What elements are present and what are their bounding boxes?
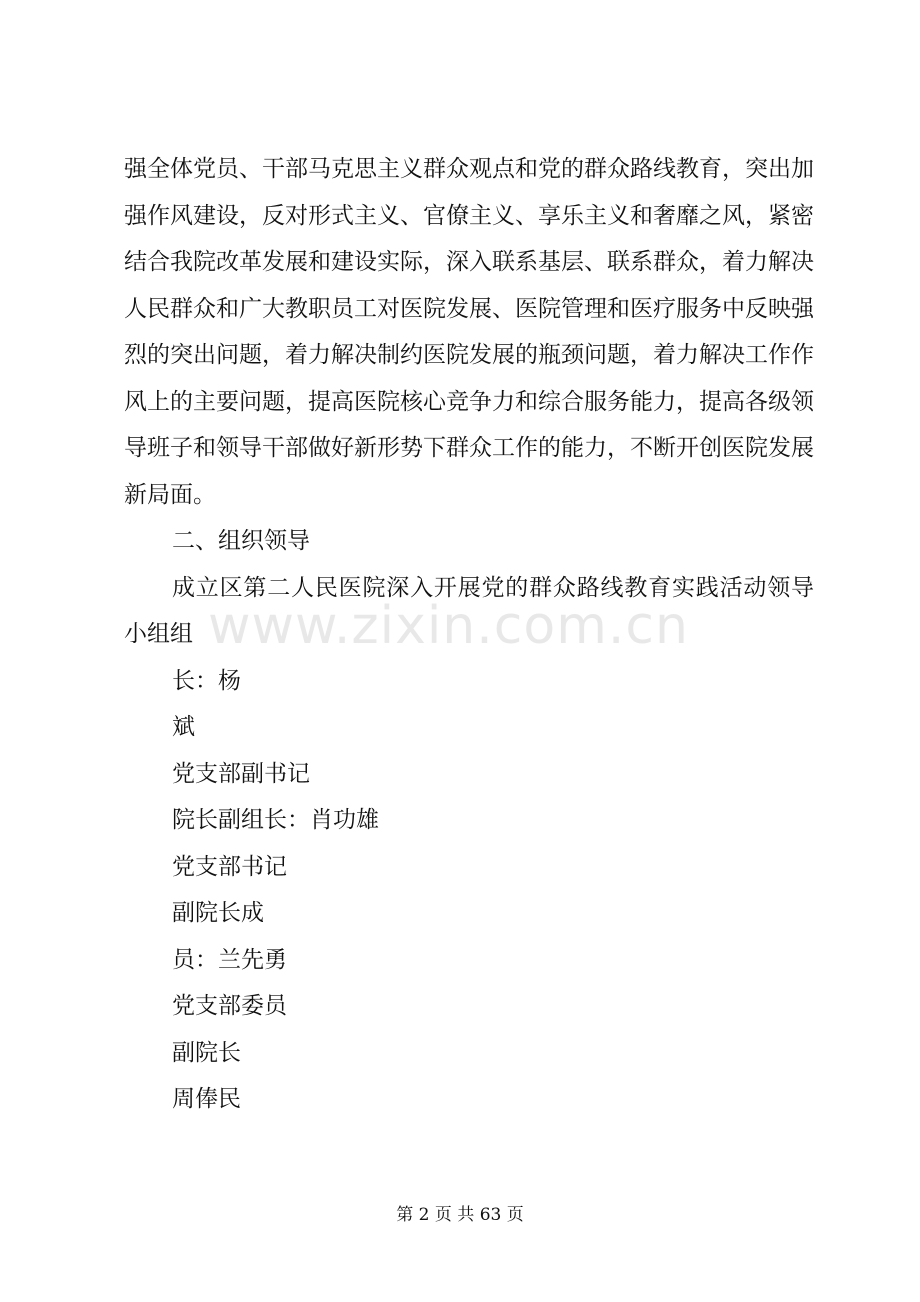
paragraph-leadership-group: 成立区第二人民医院深入开展党的群众路线教育实践活动领导小组组 (124, 574, 814, 647)
line-item: 周俸民 (172, 1086, 241, 1112)
watermark: www.zixin.com.cn (208, 596, 689, 656)
page-footer: 第 2 页 共 63 页 (396, 1205, 524, 1225)
line-item: 党支部书记 (172, 853, 287, 880)
paragraph-objectives: 强全体党员、干部马克思主义群众观点和党的群众路线教育，突出加强作风建设，反对形式主义、官僚主义、享乐主义和奢靡之风，紧密结合我院改革发展和建设实际，深入联系基层、联系群众，着力解决人民群众和广大教职员工对医院发展、医院管理和医疗服务中反映强烈的突出问题，着力解决制约医院发展的瓶颈问题，着力解决工作作风上的主要问题，提高医院核心竞争力和综合服务能力，提高各级领导班子和领导干部做好新形势下群众工作的能力，不断开创医院发展新局面。 (124, 156, 814, 508)
line-item: 副院长 (172, 1039, 241, 1066)
line-item: 副院长成 (172, 900, 264, 926)
line-item: 斌 (172, 714, 195, 740)
line-item: 党支部副书记 (172, 760, 310, 787)
line-item: 长：杨 (172, 667, 241, 694)
line-item: 员：兰先勇 (172, 946, 287, 973)
line-item: 党支部委员 (172, 993, 287, 1019)
section-heading: 二、组织领导 (172, 528, 310, 554)
line-item: 院长副组长：肖功雄 (172, 807, 379, 833)
document-body (124, 146, 814, 1123)
